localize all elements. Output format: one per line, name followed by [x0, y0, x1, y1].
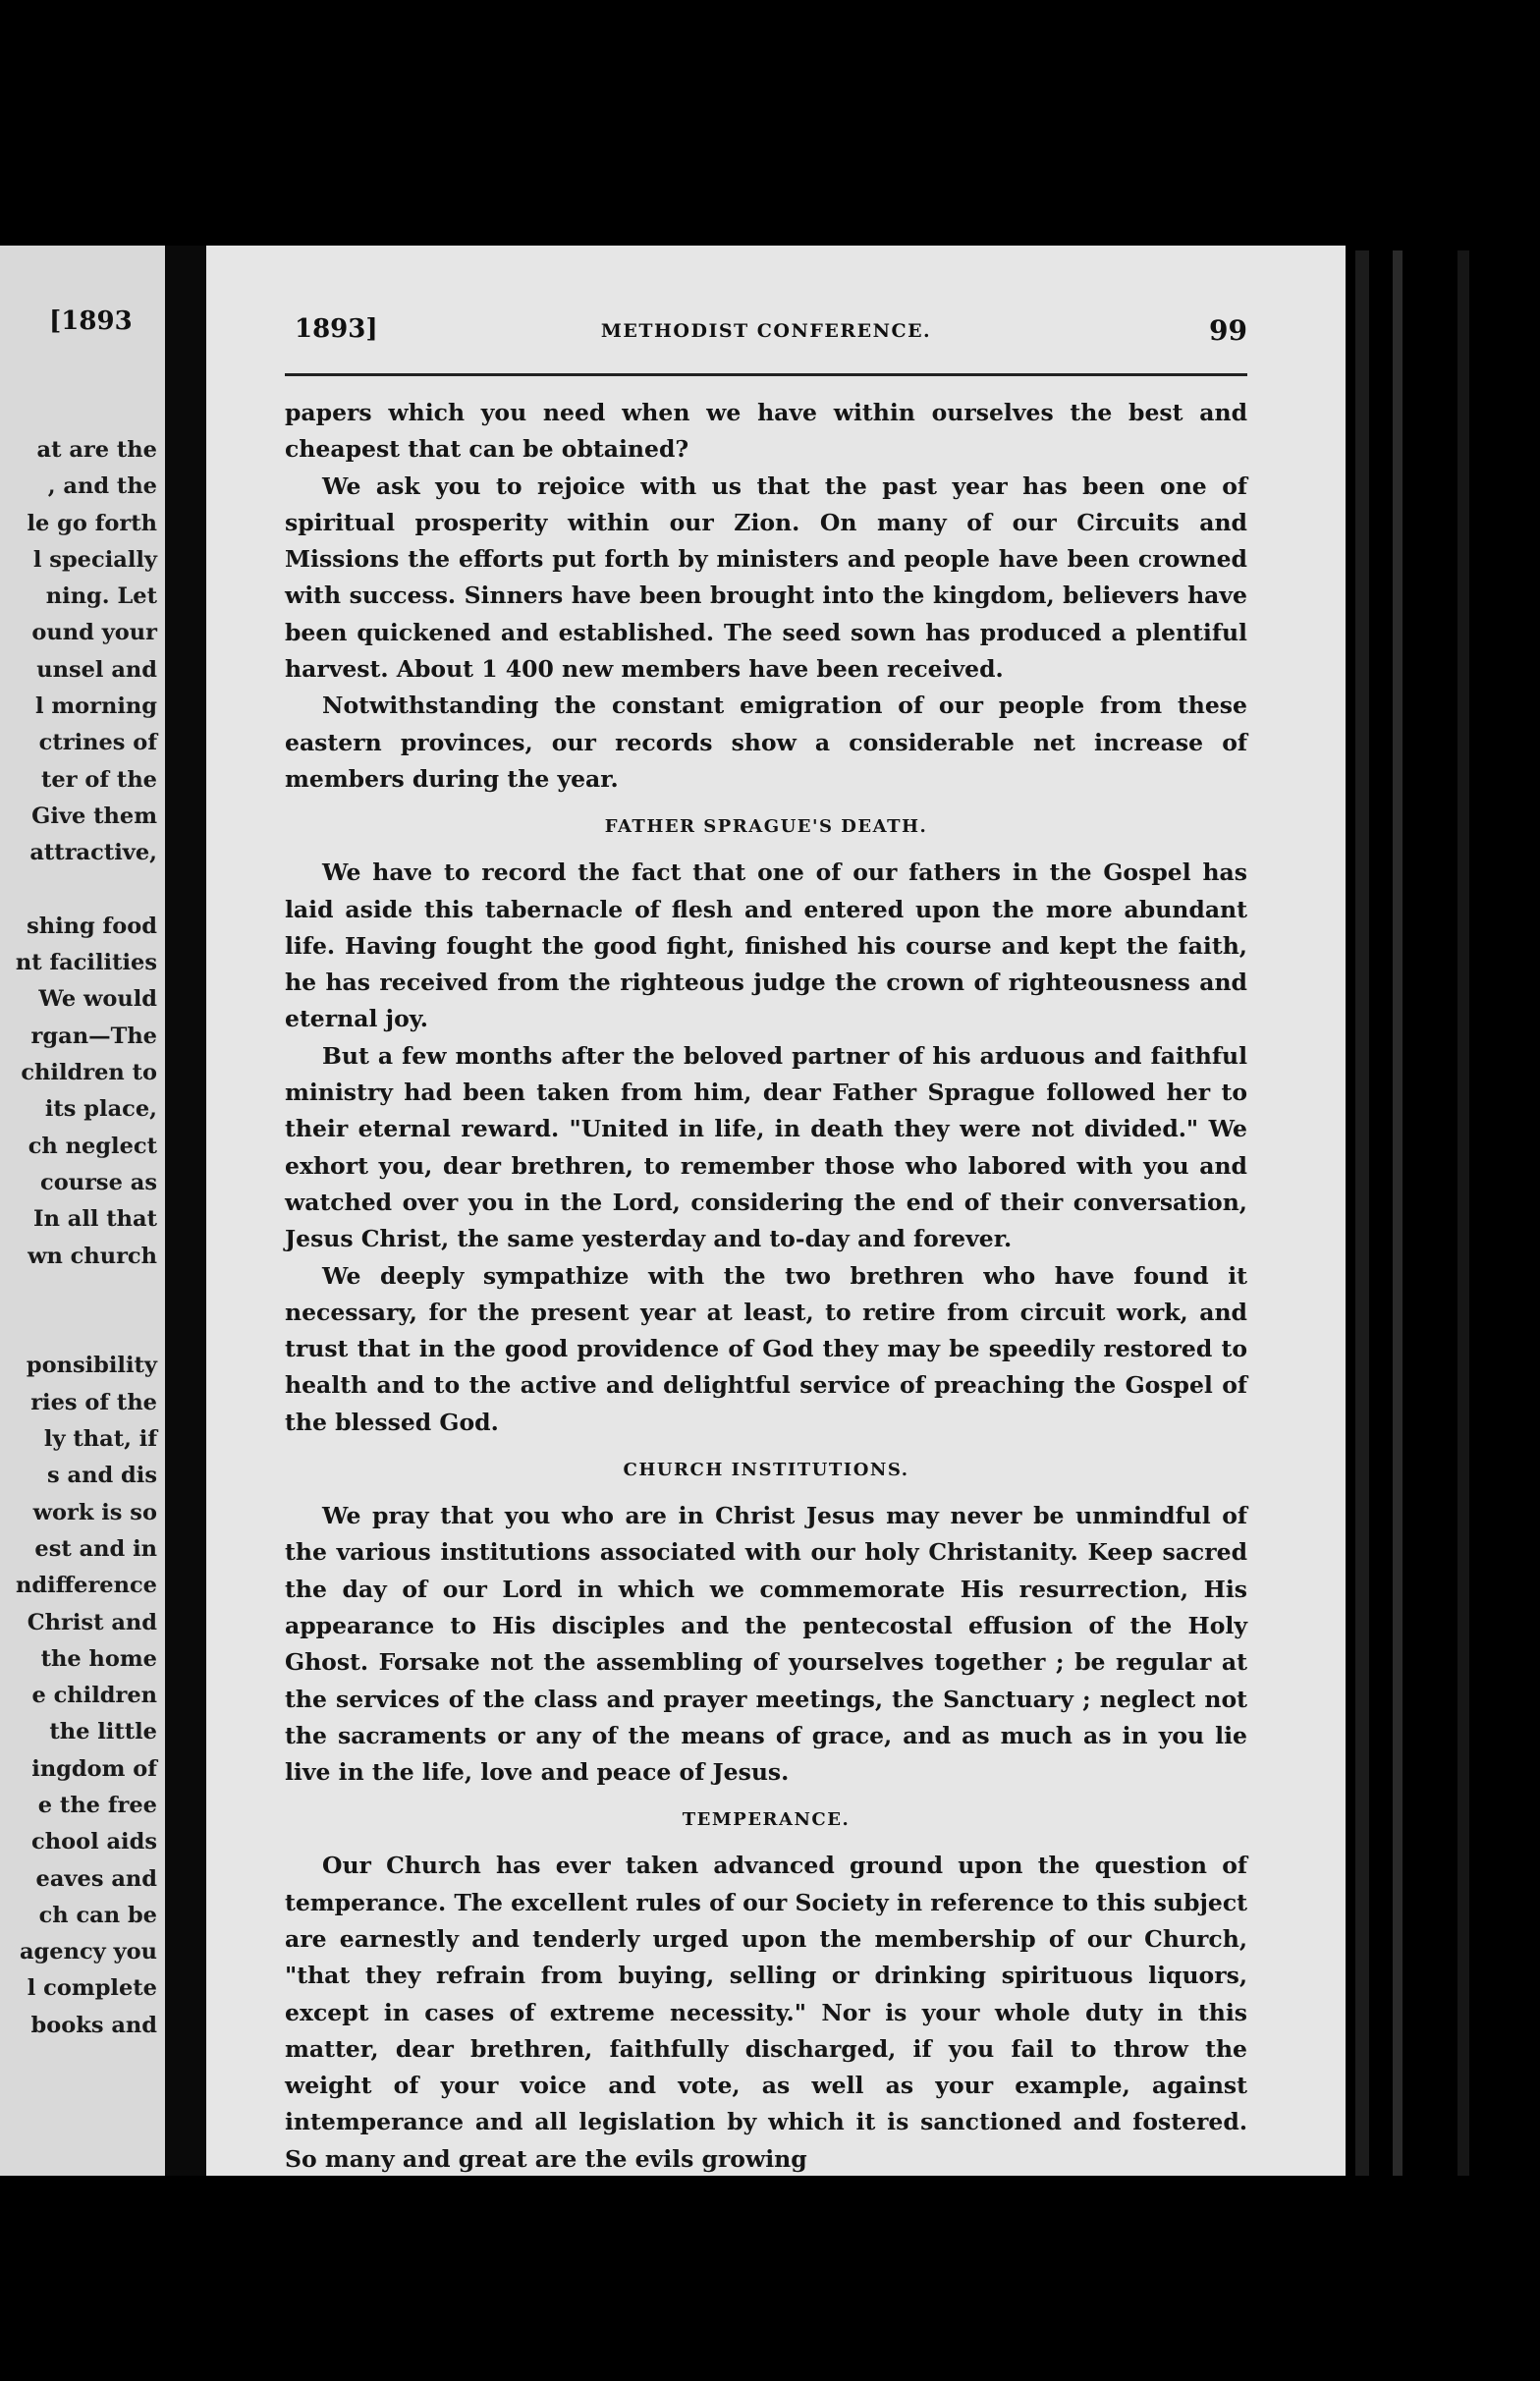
section-heading-father-sprague: FATHER SPRAGUE'S DEATH. — [604, 816, 928, 838]
left-page-line: l complete — [27, 1975, 157, 2002]
left-page-line: the little — [49, 1719, 157, 1745]
left-page-line: ly that, if — [43, 1426, 157, 1453]
paragraph-continuation: papers which you need when we have within ourselves the best and cheapest that can be obtained? — [285, 399, 1247, 464]
left-page-line: ingdom of — [31, 1755, 157, 1782]
left-page-fragment — [0, 246, 165, 2176]
left-page-line: Christ and — [27, 1609, 157, 1635]
page-edge-strip — [1355, 250, 1369, 2176]
section-heading-temperance: TEMPERANCE. — [682, 1809, 851, 1831]
paragraph-temperance: Our Church has ever taken advanced ground upon the question of temperance. The excellent rules of our Society in reference to this subject are earnestly and tenderly urged upon the membership of our Church, "that they refrain from buying, selling or drinking spirituous liquors, except in cases of extreme necessity." Nor is your whole duty in this matter, dear brethren, faithfully discharged, if you fail to throw the weight of your voice and vote, as well as your example, against intemperance and all legislation by which it is sanctioned and fostered. So many and great are the evils growing — [285, 1852, 1247, 2173]
left-page-line: unsel and — [36, 656, 157, 683]
left-page-line: est and in — [34, 1535, 157, 1562]
left-page-line: ctrines of — [38, 730, 157, 756]
left-page-line: l specially — [32, 546, 157, 573]
left-page-line: at are the — [36, 437, 157, 463]
left-page-line: nt facilities — [15, 950, 157, 976]
page-edge-strip — [1458, 250, 1469, 2176]
paragraph-father-sprague: But a few months after the beloved partner of his arduous and faithful ministry had been taken from him, dear Father Sprague followed her to their eternal reward. "United in life, in death they were not divided." We exhort you, dear brethren, to remember those who labored with you and watched over you in the Lord, considering the end of their conversation, Jesus Christ, the same yesterday and to-day and forever. — [285, 1041, 1247, 1253]
left-page-line — [0, 872, 157, 909]
left-page-line: work is so — [32, 1499, 157, 1525]
left-page-line: books and — [30, 2012, 157, 2038]
left-page-line: e the free — [37, 1792, 157, 1818]
left-page-line: shing food — [27, 913, 157, 939]
left-page-line: agency you — [19, 1939, 157, 1966]
left-page-line: the home — [40, 1645, 157, 1672]
left-page-line: s and dis — [47, 1463, 157, 1489]
left-page-line: ound your — [31, 620, 157, 646]
right-page — [206, 246, 1346, 2176]
left-page-line — [0, 1311, 157, 1348]
left-page-line: ter of the — [41, 766, 157, 793]
left-page-line: ch neglect — [28, 1133, 157, 1159]
book-gutter — [165, 246, 206, 2176]
left-page-line — [0, 1275, 157, 1311]
left-page-line: Give them — [31, 803, 157, 829]
section-heading-church-institutions: CHURCH INSTITUTIONS. — [623, 1460, 909, 1481]
paragraph-emigration: Notwithstanding the constant emigration of our people from these eastern provinces, our records show a considerable net increase of members during the year. — [285, 692, 1247, 793]
left-page-line: We would — [38, 986, 157, 1013]
left-page-line: In all that — [33, 1206, 157, 1233]
left-page-line: its place, — [44, 1096, 157, 1123]
left-page-line: , and the — [47, 473, 157, 500]
running-head-title: METHODIST CONFERENCE. — [600, 320, 932, 342]
left-page-line: wn church — [28, 1243, 157, 1269]
page-number: 99 — [1209, 314, 1247, 347]
paragraph-spiritual-prosperity: We ask you to rejoice with us that the past year has been one of spiritual prosperity within our Zion. On many of our Circuits and Missions the efforts put forth by ministers and people have been crowned with success. Sinners have been brought into the kingdom, believers have been quickened and established. The seed sown has produced a plentiful harvest. About 1 400 new members have been received. — [285, 471, 1247, 684]
left-page-line: children to — [21, 1060, 157, 1086]
left-page-line: ch can be — [38, 1902, 157, 1928]
left-page-line: rgan—The — [30, 1023, 157, 1049]
header-rule — [285, 373, 1247, 376]
left-page-line: chool aids — [31, 1829, 157, 1855]
left-page-line: course as — [40, 1169, 157, 1195]
left-page-line: ponsibility — [26, 1353, 157, 1379]
left-page-header: [1893 — [49, 306, 133, 336]
left-page-line: attractive, — [29, 840, 157, 866]
paragraph-sympathize: We deeply sympathize with the two brethren who have found it necessary, for the present year at least, to retire from circuit work, and trust that in the good providence of God they may be speedily restored to health and to the active and delightful service of preaching the Gospel of the blessed God. — [285, 1261, 1247, 1436]
left-page-line: eaves and — [35, 1865, 157, 1892]
running-head — [285, 314, 1247, 354]
page-body — [285, 395, 1247, 2176]
left-page-line: ries of the — [30, 1389, 157, 1415]
left-page-line: ning. Let — [45, 583, 157, 610]
page-edge-strip — [1393, 250, 1402, 2176]
paragraph-record-fathers: We have to record the fact that one of our fathers in the Gospel has laid aside this tabernacle of flesh and entered upon the more abundant life. Having fought the good fight, finished his course and kept the faith, he has received from the righteous judge the crown of righteousness and eternal joy. — [285, 858, 1247, 1033]
left-page-line: l morning — [34, 693, 157, 720]
left-page-line: le go forth — [27, 510, 157, 536]
paragraph-institutions: We pray that you who are in Christ Jesus may never be unmindful of the various institutions associated with our holy Christanity. Keep sacred the day of our Lord in which we commemorate His resurrection, His appearance to His disciples and the pentecostal effusion of the Holy Ghost. Forsake not the assembling of yourselves together ; be regular at the services of the class and prayer meetings, the Sanctuary ; neglect not the sacraments or any of the means of grace, and as much as in you lie live in the life, love and peace of Jesus. — [285, 1502, 1247, 1787]
left-page-line: ndifference — [16, 1573, 157, 1599]
left-page-line: e children — [31, 1683, 157, 1709]
running-head-year: 1893] — [295, 314, 378, 344]
left-page-text — [0, 432, 157, 2044]
